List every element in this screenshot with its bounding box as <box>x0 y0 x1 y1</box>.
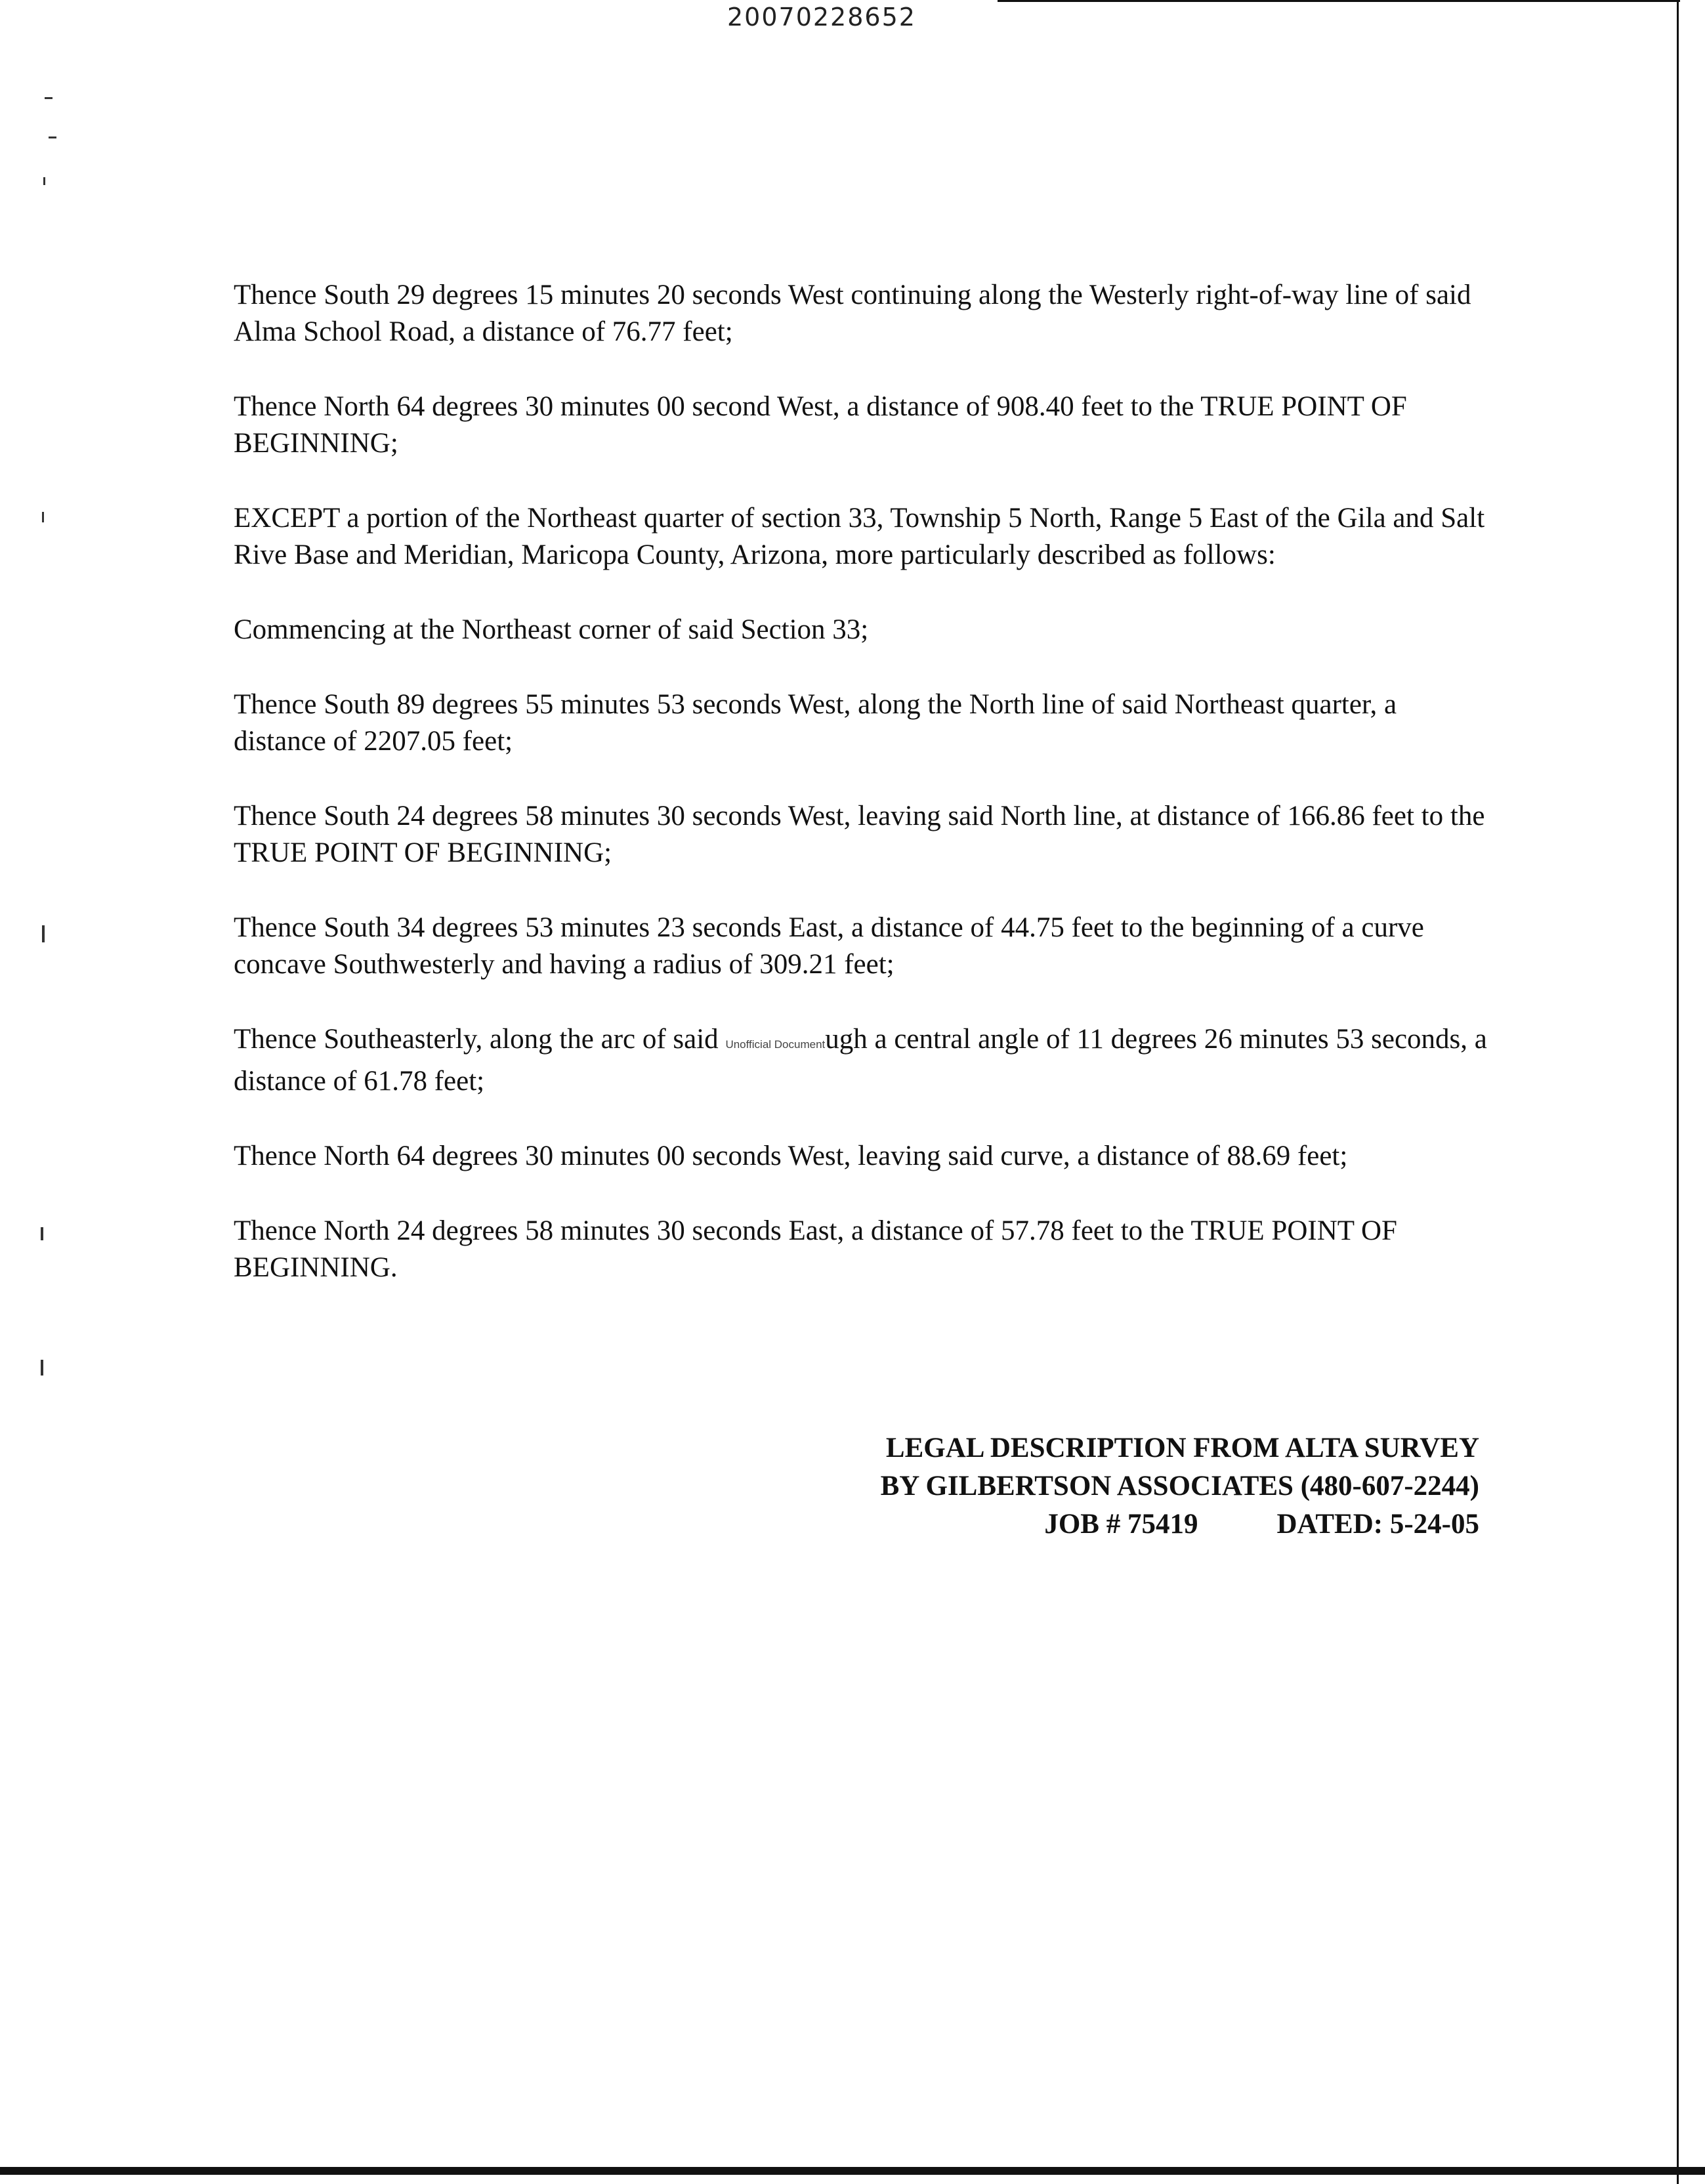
recording-number: 20070228652 <box>727 3 916 32</box>
scan-border-top <box>998 0 1680 2</box>
paragraph: Thence North 64 degrees 30 minutes 00 seconds West, leaving said curve, a distance of 88.69 feet; <box>234 1141 1348 1171</box>
scan-speck <box>42 512 44 522</box>
paragraph: EXCEPT a portion of the Northeast quarter of section 33, Township 5 North, Range 5 East of the Gila and Salt Rive Base and Meridian, Maricopa County, Arizona, more particularly described as follows: <box>234 503 1485 570</box>
scan-speck <box>42 925 45 942</box>
curve-paragraph <box>234 1021 1487 1100</box>
paragraph: Thence North 64 degrees 30 minutes 00 second West, a distance of 908.40 feet to the TRUE POINT OF BEGINNING; <box>234 391 1407 459</box>
scan-border-bottom <box>0 2167 1705 2175</box>
survey-date: DATED: 5-24-05 <box>1276 1509 1479 1540</box>
paragraph: Thence South 29 degrees 15 minutes 20 seconds West continuing along the Westerly right-of-way line of said Alma School Road, a distance of 76.77 feet; <box>234 280 1471 347</box>
scan-speck <box>41 1360 43 1376</box>
job-and-date-line <box>735 1505 1479 1544</box>
scan-speck <box>49 136 56 138</box>
paragraph: Thence South 24 degrees 58 minutes 30 seconds West, leaving said North line, at distance of 166.86 feet to the TRUE POINT OF BEGINNING; <box>234 801 1485 868</box>
scan-speck <box>41 1227 43 1240</box>
curve-paragraph-start: Thence Southeasterly, along the arc of said <box>234 1024 726 1055</box>
scan-speck <box>43 177 45 185</box>
curve-paragraph-end: ugh a central angle of 11 degrees 26 minutes 53 seconds, a distance of 61.78 feet; <box>234 1024 1487 1097</box>
scan-speck <box>45 97 53 99</box>
legal-description-body <box>234 277 1487 1324</box>
paragraph: Thence South 89 degrees 55 minutes 53 seconds West, along the North line of said Northeast quarter, a distance of 2207.05 feet; <box>234 689 1397 757</box>
paragraph: Thence South 34 degrees 53 minutes 23 seconds East, a distance of 44.75 feet to the beginning of a curve concave Southwesterly and having a radius of 309.21 feet; <box>234 912 1424 980</box>
paragraph: Commencing at the Northeast corner of said Section 33; <box>234 614 869 645</box>
attribution-line-2: BY GILBERTSON ASSOCIATES (480-607-2244) <box>880 1471 1479 1502</box>
unofficial-document-watermark: Unofficial Document <box>725 1038 826 1051</box>
attribution-line-1: LEGAL DESCRIPTION FROM ALTA SURVEY <box>885 1433 1479 1463</box>
scan-border-right <box>1677 0 1679 2184</box>
job-number: JOB # 75419 <box>1044 1509 1198 1540</box>
paragraph: Thence North 24 degrees 58 minutes 30 seconds East, a distance of 57.78 feet to the TRUE POINT OF BEGINNING. <box>234 1215 1397 1283</box>
survey-attribution <box>735 1429 1479 1544</box>
